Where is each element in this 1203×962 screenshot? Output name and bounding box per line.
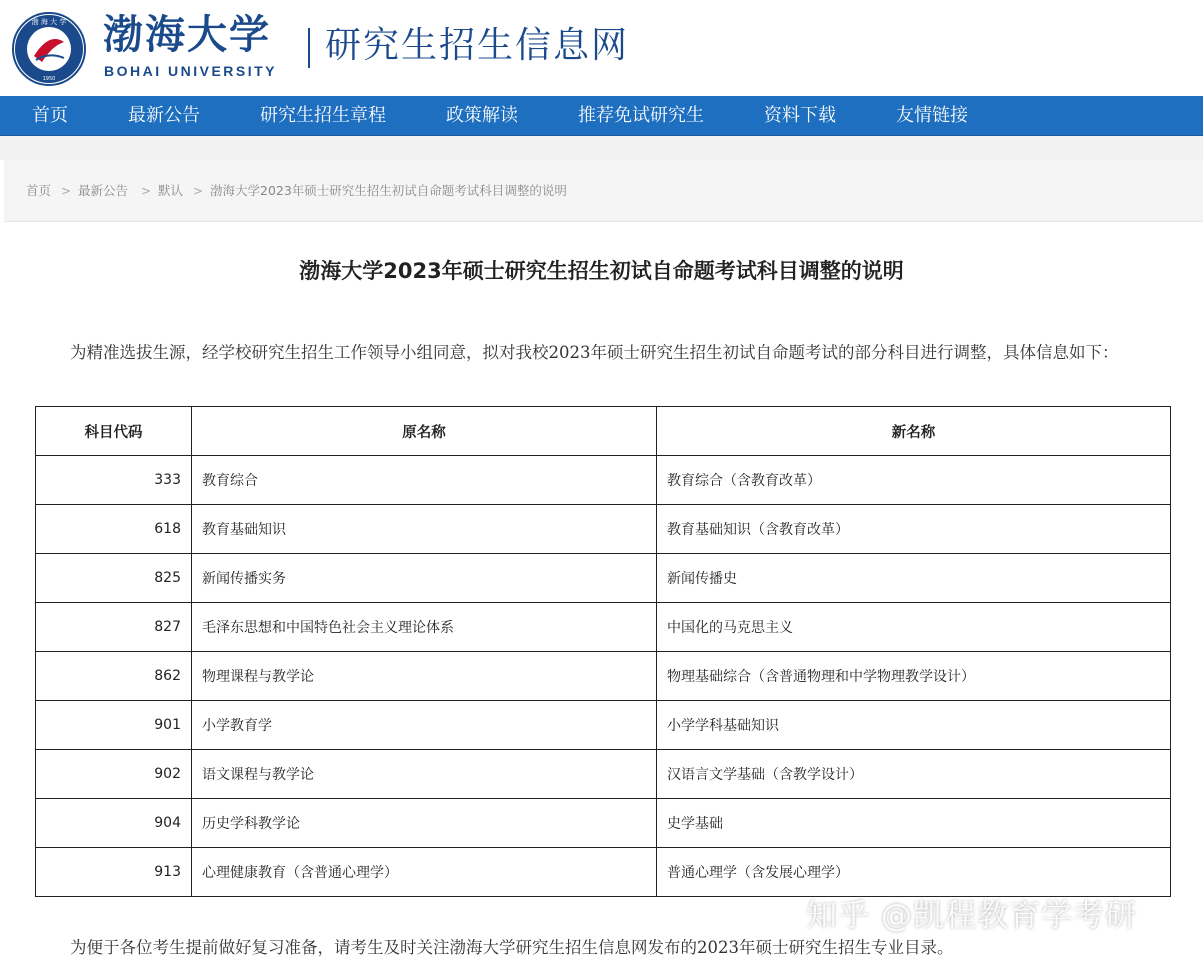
original-name: 毛泽东思想和中国特色社会主义理论体系 xyxy=(192,603,657,652)
nav-item-recommended-exempt[interactable]: 推荐免试研究生 xyxy=(578,105,704,126)
nav-item-latest-news[interactable]: 最新公告 xyxy=(128,105,200,126)
nav-item-policy[interactable]: 政策解读 xyxy=(446,105,518,126)
university-name-en: BOHAI UNIVERSITY xyxy=(104,63,278,79)
table-row xyxy=(36,505,1171,554)
header-original-name: 原名称 xyxy=(192,407,657,456)
table-row xyxy=(36,750,1171,799)
nav-item-home[interactable]: 首页 xyxy=(32,105,68,126)
new-name: 汉语言文学基础（含教学设计） xyxy=(657,750,1171,799)
article-title: 渤海大学2023年硕士研究生招生初试自命题考试科目调整的说明 xyxy=(299,259,904,283)
new-name: 中国化的马克思主义 xyxy=(657,603,1171,652)
subject-code: 618 xyxy=(36,505,192,554)
table-header-row xyxy=(36,407,1171,456)
nav-item-admission-rules[interactable]: 研究生招生章程 xyxy=(260,105,386,126)
nav-item-downloads[interactable]: 资料下载 xyxy=(764,105,836,126)
chevron-right-icon: > xyxy=(61,184,72,198)
table-row xyxy=(36,652,1171,701)
main-nav xyxy=(0,96,1203,136)
original-name: 教育综合 xyxy=(192,456,657,505)
subject-code: 902 xyxy=(36,750,192,799)
breadcrumb-home[interactable]: 首页 xyxy=(26,183,52,198)
subject-code: 913 xyxy=(36,848,192,897)
header-spacer xyxy=(0,136,1203,160)
university-name: 渤海大学 xyxy=(103,11,271,58)
new-name: 史学基础 xyxy=(657,799,1171,848)
nav-item-links[interactable]: 友情链接 xyxy=(896,105,968,126)
new-name: 普通心理学（含发展心理学） xyxy=(657,848,1171,897)
table-row xyxy=(36,701,1171,750)
university-seal-logo[interactable] xyxy=(12,12,86,86)
new-name: 新闻传播史 xyxy=(657,554,1171,603)
header-new-name: 新名称 xyxy=(657,407,1171,456)
svg-text:渤 海 大 学: 渤 海 大 学 xyxy=(31,18,67,26)
original-name: 物理课程与教学论 xyxy=(192,652,657,701)
original-name: 语文课程与教学论 xyxy=(192,750,657,799)
header-divider xyxy=(308,28,310,68)
chevron-right-icon: > xyxy=(141,184,152,198)
article-intro: 为精准选拔生源，经学校研究生招生工作领导小组同意，拟对我校2023年硕士研究生招生初试自命题考试的部分科目进行调整，具体信息如下： xyxy=(70,343,1119,362)
header-code: 科目代码 xyxy=(36,407,192,456)
original-name: 心理健康教育（含普通心理学） xyxy=(192,848,657,897)
original-name: 教育基础知识 xyxy=(192,505,657,554)
subject-code: 827 xyxy=(36,603,192,652)
subject-code: 825 xyxy=(36,554,192,603)
table-row xyxy=(36,554,1171,603)
site-title: 研究生招生信息网 xyxy=(325,25,630,66)
site-header xyxy=(0,0,1203,96)
table-row xyxy=(36,603,1171,652)
breadcrumb-current: 渤海大学2023年硕士研究生招生初试自命题考试科目调整的说明 xyxy=(210,183,567,198)
subject-code: 901 xyxy=(36,701,192,750)
article-footer-note: 为便于各位考生提前做好复习准备，请考生及时关注渤海大学研究生招生信息网发布的2023年硕士研究生招生专业目录。 xyxy=(70,938,954,957)
breadcrumb xyxy=(4,160,1203,222)
subject-change-table xyxy=(35,406,1171,897)
subject-code: 333 xyxy=(36,456,192,505)
svg-text:1950: 1950 xyxy=(42,76,56,82)
zhihu-watermark: 知乎 @凯程教育学考研 xyxy=(806,898,1137,934)
subject-code: 904 xyxy=(36,799,192,848)
new-name: 物理基础综合（含普通物理和中学物理教学设计） xyxy=(657,652,1171,701)
original-name: 新闻传播实务 xyxy=(192,554,657,603)
chevron-right-icon: > xyxy=(193,184,204,198)
new-name: 小学学科基础知识 xyxy=(657,701,1171,750)
table-row xyxy=(36,456,1171,505)
original-name: 历史学科教学论 xyxy=(192,799,657,848)
new-name: 教育综合（含教育改革） xyxy=(657,456,1171,505)
new-name: 教育基础知识（含教育改革） xyxy=(657,505,1171,554)
breadcrumb-latest-news[interactable]: 最新公告 xyxy=(78,183,129,198)
breadcrumb-default[interactable]: 默认 xyxy=(158,183,184,198)
original-name: 小学教育学 xyxy=(192,701,657,750)
subject-code: 862 xyxy=(36,652,192,701)
table-row xyxy=(36,799,1171,848)
